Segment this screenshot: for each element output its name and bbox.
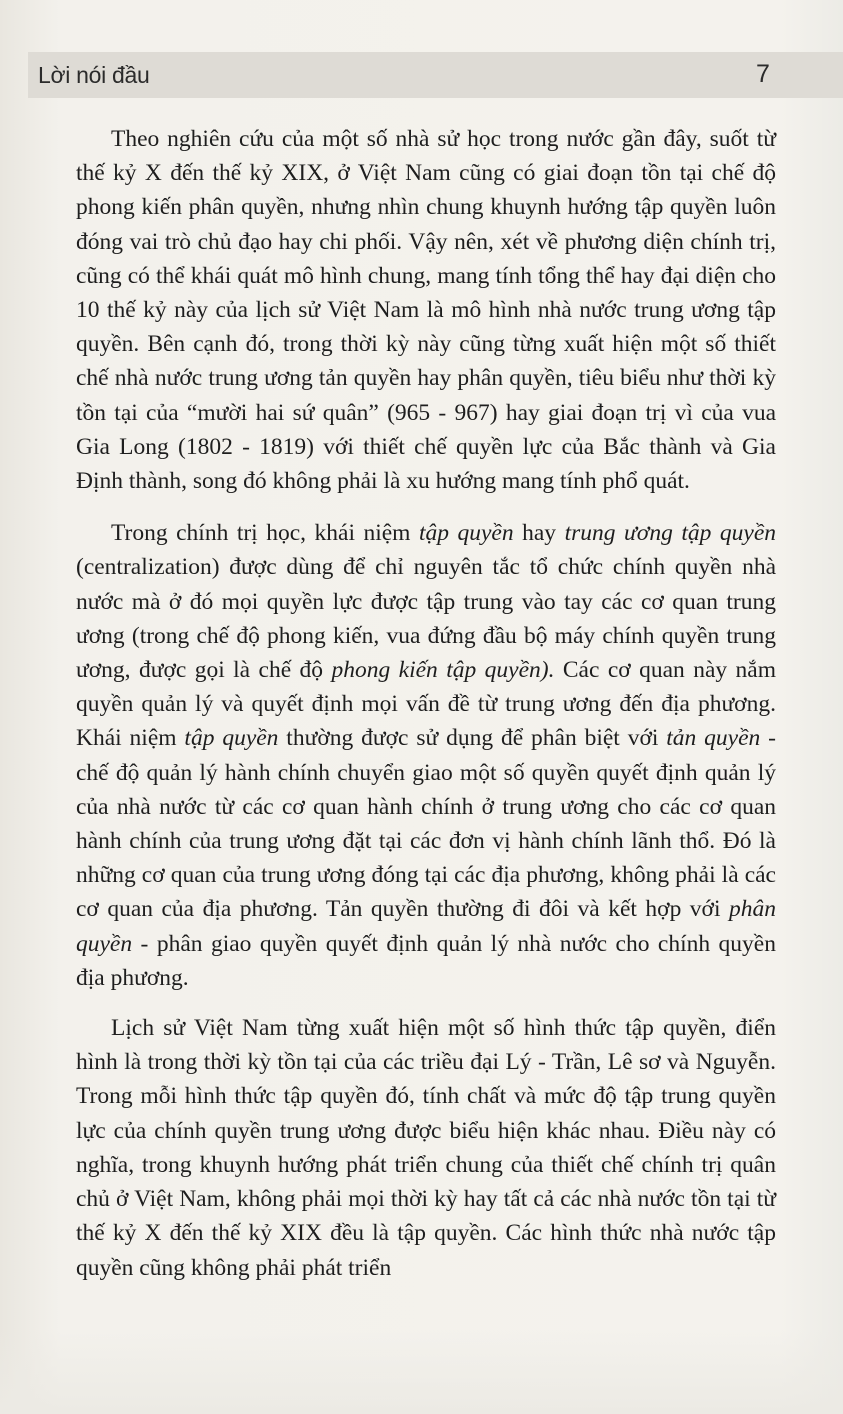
- term-phong-kien-tap-quyen: phong kiến tập quyền).: [331, 657, 555, 684]
- page-bottom-shade: [0, 1330, 843, 1414]
- paragraph-2: [76, 516, 776, 995]
- term-phan-quyen: phân quyền: [76, 896, 776, 957]
- paragraph-1: Theo nghiên cứu của một số nhà sử học trong nước gần đây, suốt từ thế kỷ X đến thế kỷ XIX, ở Việt Nam cũng có giai đoạn tồn tại chế độ phong kiến phân quyền, nhưng nhìn chung khuynh hướng tập quyền luôn đóng vai trò chủ đạo hay chi phối. Vậy nên, xét về phương diện chính trị, cũng có thể khái quát mô hình chung, mang tính tổng thể hay đại diện cho 10 thế kỷ này của lịch sử Việt Nam là mô hình nhà nước trung ương tập quyền. Bên cạnh đó, trong thời kỳ này cũng từng xuất hiện một số thiết chế nhà nước trung ương tản quyền hay phân quyền, tiêu biểu như thời kỳ tồn tại của “mười hai sứ quân” (965 - 967) hay giai đoạn trị vì của vua Gia Long (1802 - 1819) với thiết chế quyền lực của Bắc thành và Gia Định thành, song đó không phải là xu hướng mang tính phổ quát.: [76, 126, 776, 495]
- running-header-band: [28, 52, 843, 98]
- paragraph-2-text: (centralization) được dùng để chỉ nguyên tắc tổ chức chính quyền nhà nước mà ở đó mọi quyền lực được tập trung vào tay các cơ quan trung ương (trong chế độ phong kiến, vua đứng đầu bộ máy chính quyền trung ương, được gọi là chế độ: [76, 554, 776, 684]
- term-trung-uong-tap-quyen: trung ương tập quyền: [564, 520, 776, 547]
- term-tan-quyen: tản quyền: [666, 725, 761, 752]
- page-number: 7: [756, 60, 770, 88]
- running-head-title: Lời nói đầu: [38, 62, 150, 88]
- term-tap-quyen: tập quyền: [418, 520, 514, 547]
- paragraph-2-text: - phân giao quyền quyết định quản lý nhà nước cho chính quyền địa phương.: [76, 930, 776, 991]
- paragraph-2-text: thường được sử dụng để phân biệt với: [278, 725, 667, 752]
- term-tap-quyen-2: tập quyền: [184, 725, 279, 752]
- paragraph-2-text: Trong chính trị học, khái niệm: [111, 520, 419, 547]
- paragraph-2-text: - chế độ quản lý hành chính chuyển giao một số quyền quyết định quản lý của nhà nước từ các cơ quan hành chính ở trung ương cho các cơ quan hành chính của trung ương đặt tại các đơn vị hành chính lãnh thổ. Đó là những cơ quan của trung ương đóng tại các địa phương, không phải là các cơ quan của địa phương. Tản quyền thường đi đôi và kết hợp với: [76, 725, 776, 923]
- paragraph-3: Lịch sử Việt Nam từng xuất hiện một số hình thức tập quyền, điển hình là trong thời kỳ tồn tại của các triều đại Lý - Trần, Lê sơ và Nguyễn. Trong mỗi hình thức tập quyền đó, tính chất và mức độ tập trung quyền lực của chính quyền trung ương được biểu hiện khác nhau. Điều này có nghĩa, trong khuynh hướng phát triển chung của thiết chế chính trị quân chủ ở Việt Nam, không phải mọi thời kỳ hay tất cả các nhà nước tồn tại từ thế kỷ X đến thế kỷ XIX đều là tập quyền. Các hình thức nhà nước tập quyền cũng không phải phát triển: [76, 1015, 776, 1281]
- body-text: [76, 122, 776, 1285]
- paragraph-2-text: hay: [513, 520, 565, 547]
- paragraph-2-text: Các cơ quan này nắm quyền quản lý và quyết định mọi vấn đề từ trung ương đến địa phương. Khái niệm: [76, 657, 777, 752]
